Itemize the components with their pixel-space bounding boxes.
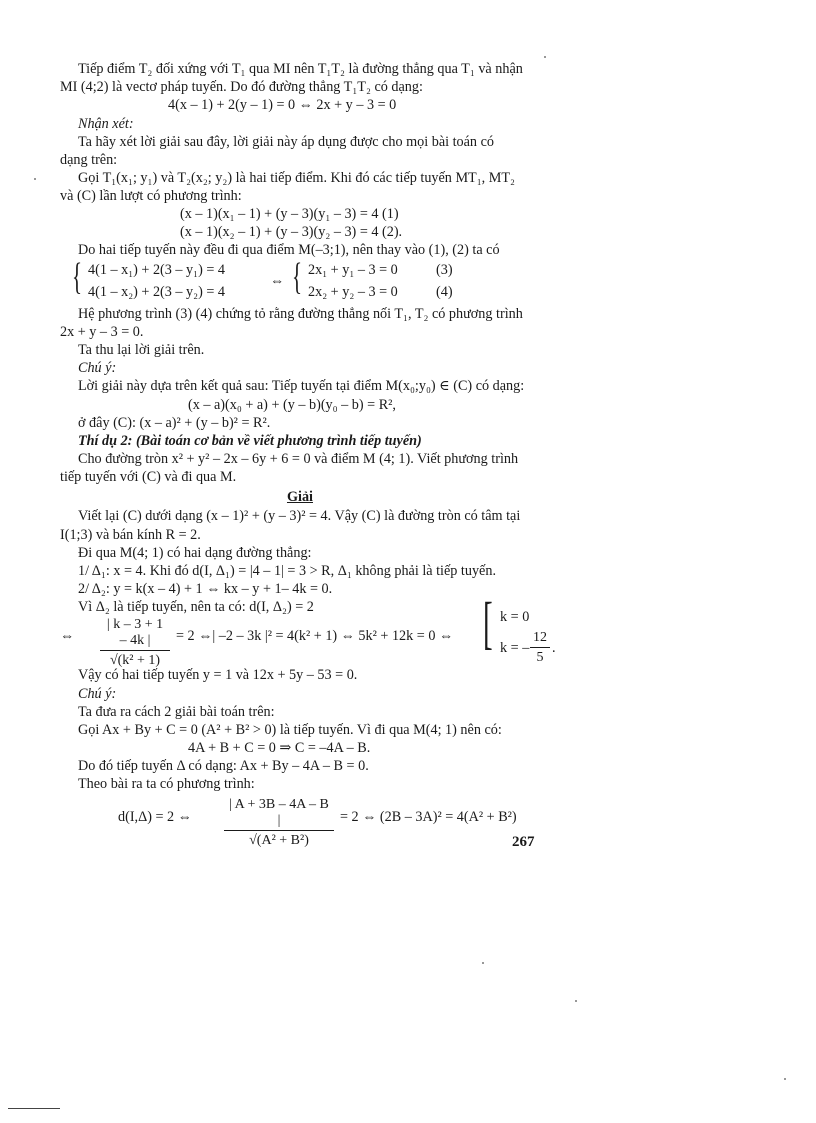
iff-symbol: ⇔ (270, 273, 285, 289)
text-line: 2/ Δ₂: y = k(x – 4) + 1 ⇔ kx – y + 1– 4k = 0. (78, 581, 333, 597)
system-eq-left-2: 4(1 – x₂) + 2(3 – y₂) = 4 (88, 284, 226, 300)
scan-speck (544, 56, 546, 58)
system-eq-right-1: 2x₁ + y₁ – 3 = 0 (308, 262, 398, 278)
equation-line: (x – 1)(x₁ – 1) + (y – 3)(y₁ – 3) = 4 (1) (180, 206, 399, 222)
text-line: Gọi T₁(x₁; y₁) và T₂(x₂; y₂) là hai tiếp điểm. Khi đó các tiếp tuyến MT₁, MT₂ (78, 170, 515, 186)
case-bracket: [ (483, 590, 493, 655)
note-heading: Chú ý: (78, 686, 117, 702)
fraction-numerator: | A + 3B – 4A – B | (224, 797, 334, 831)
text-line: Hệ phương trình (3) (4) chứng tỏ rằng đường thẳng nối T₁, T₂ có phương trình (78, 306, 523, 322)
fraction (100, 617, 170, 670)
equation-chain: = 2 ⇔ (2B – 3A)² = 4(A² + B²) (340, 809, 517, 825)
text-line: Tiếp điểm T₂ đối xứng với T₁ qua MI nên T₁T₂ là đường thẳng qua T₁ và nhận (78, 61, 523, 77)
text-line: ở đây (C): (x – a)² + (y – b)² = R². (78, 415, 271, 431)
iff-symbol: ⇔ (60, 628, 75, 644)
scan-speck (784, 1078, 786, 1080)
text-line: Ta hãy xét lời giải sau đây, lời giải này áp dụng được cho mọi bài toán có (78, 134, 494, 150)
scan-speck (575, 1000, 577, 1002)
page-number: 267 (512, 834, 535, 850)
text-line: Đi qua M(4; 1) có hai dạng đường thẳng: (78, 545, 312, 561)
text-line: Theo bài ra ta có phương trình: (78, 776, 255, 792)
fraction-denominator: √(k² + 1) (109, 653, 161, 668)
text-line: Lời giải này dựa trên kết quả sau: Tiếp tuyến tại điểm M(x₀;y₀) ∈ (C) có dạng: (78, 378, 525, 394)
fraction (224, 797, 334, 850)
text-line: Ta đưa ra cách 2 giải bài toán trên: (78, 704, 275, 720)
equation-lead: d(I,Δ) = 2 ⇔ (118, 809, 192, 825)
equation-line: (x – 1)(x₂ – 1) + (y – 3)(y₂ – 3) = 4 (2). (180, 224, 403, 240)
right-brace: { (292, 256, 303, 298)
fraction-denominator: 5 (536, 650, 544, 665)
period: . (552, 640, 556, 656)
note-heading: Chú ý: (78, 360, 117, 376)
text-line: 1/ Δ₁: x = 4. Khi đó d(I, Δ₁) = |4 – 1| = 3 > R, Δ₁ không phải là tiếp tuyến. (78, 563, 496, 579)
remark-heading: Nhận xét: (78, 116, 134, 132)
fraction-denominator: √(A² + B²) (249, 833, 309, 848)
text-line: Do đó tiếp tuyến Δ có dạng: Ax + By – 4A – B = 0. (78, 758, 369, 774)
text-line: Viết lại (C) dưới dạng (x – 1)² + (y – 3)² = 4. Vậy (C) là đường tròn có tâm tại (78, 508, 521, 524)
text-line: và (C) lần lượt có phương trình: (60, 188, 242, 204)
equation-number: (4) (436, 284, 453, 300)
equation-line: (x – a)(x₀ + a) + (y – b)(y₀ – b) = R², (188, 397, 396, 413)
scan-speck (482, 962, 484, 964)
scan-edge-mark (8, 1108, 60, 1109)
text-line: Vì Δ₂ là tiếp tuyến, nên ta có: d(I, Δ₂) = 2 (78, 599, 314, 615)
equation-number: (3) (436, 262, 453, 278)
scan-speck (34, 178, 36, 180)
text-line: Ta thu lại lời giải trên. (78, 342, 205, 358)
equation-line: 4A + B + C = 0 ⇒ C = –4A – B. (188, 740, 371, 756)
text-line: Vậy có hai tiếp tuyến y = 1 và 12x + 5y – 53 = 0. (78, 667, 358, 683)
text-line: 2x + y – 3 = 0. (60, 324, 144, 340)
text-line: tiếp tuyến với (C) và đi qua M. (60, 469, 237, 485)
equation-chain: = 2 ⇔| –2 – 3k |² = 4(k² + 1) ⇔ 5k² + 12k = 0 ⇔ (176, 628, 454, 644)
system-eq-left-1: 4(1 – x₁) + 2(3 – y₁) = 4 (88, 262, 226, 278)
text-line: Gọi Ax + By + C = 0 (A² + B² > 0) là tiếp tuyến. Vì đi qua M(4; 1) nên có: (78, 722, 502, 738)
text-line: Do hai tiếp tuyến này đều đi qua điểm M(–3;1), nên thay vào (1), (2) ta có (78, 242, 500, 258)
example-heading: Thí dụ 2: (Bài toán cơ bản về viết phương trình tiếp tuyến) (78, 433, 422, 449)
text-line: MI (4;2) là vectơ pháp tuyến. Do đó đường thẳng T₁T₂ có dạng: (60, 79, 423, 95)
left-brace: { (72, 256, 83, 298)
solution-heading: Giải (286, 489, 313, 505)
fraction-numerator: | k – 3 + 1 – 4k | (100, 617, 170, 651)
fraction (530, 630, 550, 667)
case-value: k = 0 (500, 609, 530, 625)
case-value: k = – (500, 640, 530, 656)
fraction-numerator: 12 (530, 630, 550, 648)
system-eq-right-2: 2x₂ + y₂ – 3 = 0 (308, 284, 398, 300)
text-line: I(1;3) và bán kính R = 2. (60, 527, 201, 543)
text-line: Cho đường tròn x² + y² – 2x – 6y + 6 = 0 và điểm M (4; 1). Viết phương trình (78, 451, 519, 467)
text-line: dạng trên: (60, 152, 118, 168)
equation-line: 4(x – 1) + 2(y – 1) = 0 ⇔ 2x + y – 3 = 0 (168, 97, 397, 113)
